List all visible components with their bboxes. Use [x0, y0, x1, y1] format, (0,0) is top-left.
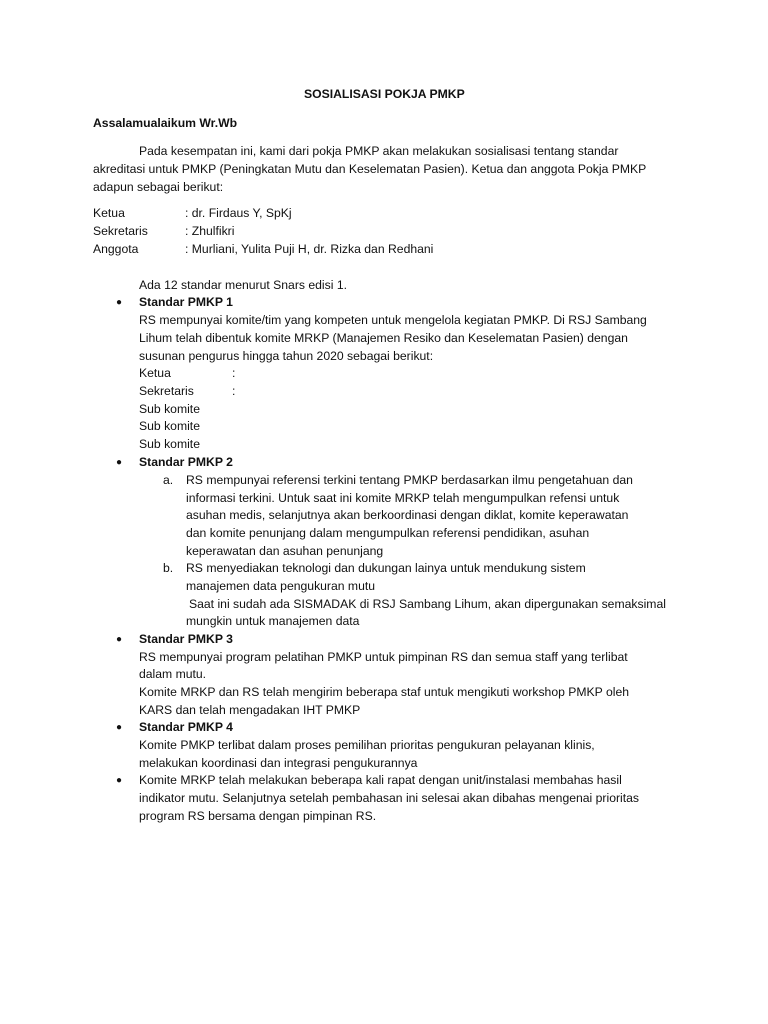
bullet-icon: ● — [116, 634, 123, 645]
standards-intro: Ada 12 standar menurut Snars edisi 1. — [139, 278, 347, 292]
standard-3-heading: Standar PMKP 3 — [139, 632, 233, 646]
standard-1-line: susunan pengurus hingga tahun 2020 sebagai berikut: — [139, 349, 434, 363]
standard-3-line: KARS dan telah mengadakan IHT PMKP — [139, 703, 361, 717]
list-marker-a: a. — [163, 473, 174, 487]
standard-1-line: Lihum telah dibentuk komite MRKP (Manajemen Resiko dan Keselematan Pasien) dengan — [139, 331, 628, 345]
document-title: SOSIALISASI POKJA PMKP — [304, 87, 465, 101]
standard-1-line: RS mempunyai komite/tim yang kompeten untuk mengelola kegiatan PMKP. Di RSJ Sambang — [139, 313, 647, 327]
member-value: : Zhulfikri — [185, 224, 235, 238]
standard-4-heading: Standar PMKP 4 — [139, 720, 233, 734]
standard-2b-line: Saat ini sudah ada SISMADAK di RSJ Sambang Lihum, akan dipergunakan semaksimal — [189, 597, 666, 611]
committee-role: Sub komite — [139, 437, 200, 451]
member-value: : Murliani, Yulita Puji H, dr. Rizka dan Redhani — [185, 242, 434, 256]
standard-2a-line: keperawatan dan asuhan penunjang — [186, 544, 384, 558]
closing-line: indikator mutu. Selanjutnya setelah pembahasan ini selesai akan dibahas mengenai prioritas — [139, 791, 639, 805]
closing-line: Komite MRKP telah melakukan beberapa kali rapat dengan unit/instalasi membahas hasil — [139, 773, 622, 787]
bullet-icon: ● — [116, 775, 123, 786]
member-value: : dr. Firdaus Y, SpKj — [185, 206, 292, 220]
standard-2a-line: asuhan medis, selanjutnya akan berkoordinasi dengan diklat, komite keperawatan — [186, 508, 629, 522]
member-role: Sekretaris — [93, 224, 148, 238]
standard-2b-line: RS menyediakan teknologi dan dukungan lainya untuk mendukung sistem — [186, 561, 586, 575]
member-role: Ketua — [93, 206, 125, 220]
standard-2-heading: Standar PMKP 2 — [139, 455, 233, 469]
standard-2b-line: mungkin untuk manajemen data — [186, 614, 360, 628]
bullet-icon: ● — [116, 722, 123, 733]
standard-2a-line: RS mempunyai referensi terkini tentang PMKP berdasarkan ilmu pengetahuan dan — [186, 473, 633, 487]
committee-role: Sub komite — [139, 402, 200, 416]
standard-3-line: Komite MRKP dan RS telah mengirim beberapa staf untuk mengikuti workshop PMKP oleh — [139, 685, 630, 699]
standard-2a-line: dan komite penunjang dalam mengumpulkan referensi pendidikan, asuhan — [186, 526, 590, 540]
committee-role: Ketua — [139, 366, 171, 380]
committee-colon: : — [232, 384, 236, 398]
intro-line: adapun sebagai berikut: — [93, 180, 224, 194]
standard-2a-line: informasi terkini. Untuk saat ini komite MRKP telah mengumpulkan refensi untuk — [186, 491, 620, 505]
bullet-icon: ● — [116, 297, 123, 308]
member-role: Anggota — [93, 242, 139, 256]
bullet-icon: ● — [116, 457, 123, 468]
intro-line: akreditasi untuk PMKP (Peningkatan Mutu dan Keselematan Pasien). Ketua dan anggota Pokja PMKP — [93, 162, 647, 176]
standard-1-heading: Standar PMKP 1 — [139, 295, 233, 309]
committee-role: Sekretaris — [139, 384, 194, 398]
greeting: Assalamualaikum Wr.Wb — [93, 116, 238, 130]
standard-4-line: Komite PMKP terlibat dalam proses pemilihan prioritas pengukuran pelayanan klinis, — [139, 738, 595, 752]
list-marker-b: b. — [163, 561, 174, 575]
closing-line: program RS bersama dengan pimpinan RS. — [139, 809, 377, 823]
standard-3-line: dalam mutu. — [139, 667, 207, 681]
standard-3-line: RS mempunyai program pelatihan PMKP untuk pimpinan RS dan semua staff yang terlibat — [139, 650, 628, 664]
standard-4-line: melakukan koordinasi dan integrasi pengukurannya — [139, 756, 418, 770]
intro-line: Pada kesempatan ini, kami dari pokja PMKP akan melakukan sosialisasi tentang standar — [139, 144, 619, 158]
standard-2b-line: manajemen data pengukuran mutu — [186, 579, 376, 593]
committee-role: Sub komite — [139, 419, 200, 433]
committee-colon: : — [232, 366, 236, 380]
